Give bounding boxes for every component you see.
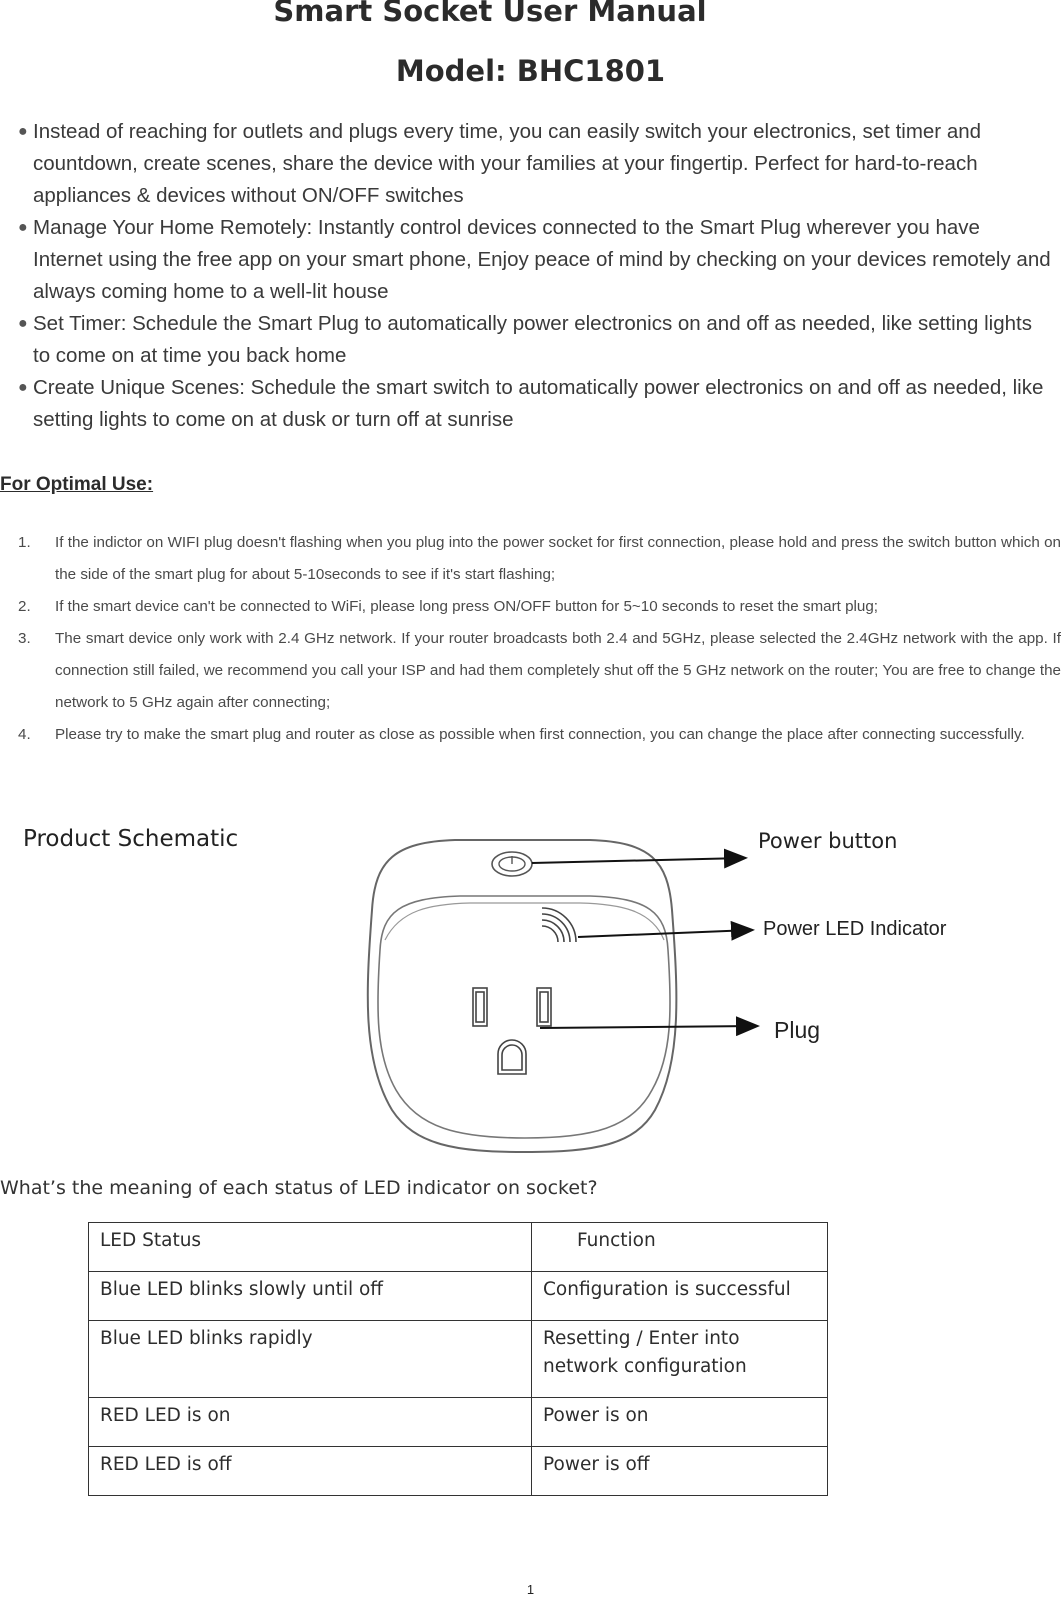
table-row [89, 1398, 828, 1447]
led-indicator-label: Power LED Indicator [763, 918, 947, 940]
feature-list [18, 116, 1053, 436]
bullet-icon: ● [18, 315, 28, 332]
feature-item: ● Create Unique Scenes: Schedule the smart switch to automatically power electronics on and off as needed, like setting lights to come on at dusk or turn off at sunrise [18, 372, 1053, 436]
table-header-row [89, 1223, 828, 1272]
table-row [89, 1272, 828, 1321]
led-status-cell: Blue LED blinks slowly until off [89, 1272, 532, 1321]
page-number: 1 [526, 1582, 535, 1597]
led-status-question: What’s the meaning of each status of LED indicator on socket? [0, 1177, 598, 1199]
bullet-icon: ● [18, 379, 28, 396]
power-button-icon [492, 852, 532, 876]
plug-label: Plug [774, 1017, 821, 1043]
bullet-icon: ● [18, 219, 28, 236]
smart-plug-diagram [0, 800, 1061, 1160]
function-cell: Power is on [532, 1398, 828, 1447]
led-status-cell: Blue LED blinks rapidly [89, 1321, 532, 1398]
tip-item: 2. If the smart device can't be connected to WiFi, please long press ON/OFF button for 5~10 seconds to reset the smart plug; [18, 598, 879, 615]
function-cell: Configuration is successful [532, 1272, 828, 1321]
plug-inner-face [378, 896, 670, 1138]
led-status-header: LED Status [89, 1223, 532, 1272]
tip-item: 1. If the indictor on WIFI plug doesn't flashing when you plug into the power socket for first connection, please hold and press the switch button which on the side of the smart plug for about 5-10seconds to see if it's start flashing; [18, 534, 1061, 583]
led-status-table [88, 1222, 828, 1496]
function-header: Function [532, 1223, 828, 1272]
function-cell: Resetting / Enter into network configuration [532, 1321, 828, 1398]
led-status-cell: RED LED is on [89, 1398, 532, 1447]
feature-item: ● Set Timer: Schedule the Smart Plug to automatically power electronics on and off as needed, like setting lights to come on at time you back home [18, 308, 1053, 372]
table-row [89, 1321, 828, 1398]
manual-title: Smart Socket User Manual [273, 0, 707, 28]
schematic-heading: Product Schematic [23, 826, 239, 852]
feature-item: ● Manage Your Home Remotely: Instantly control devices connected to the Smart Plug wherever you have Internet using the free app on your smart phone, Enjoy peace of mind by checking on your devices remotely and always coming home to a well-lit house [18, 212, 1053, 308]
table-row [89, 1447, 828, 1496]
feature-item: ● Instead of reaching for outlets and plugs every time, you can easily switch your electronics, set timer and countdown, create scenes, share the device with your families at your fingertip. Perfect for hard-to-reach appliances & devices without ON/OFF switches [18, 116, 1053, 212]
function-cell: Power is off [532, 1447, 828, 1496]
bullet-icon: ● [18, 123, 28, 140]
optimal-use-list [18, 527, 1061, 751]
tip-item: 4. Please try to make the smart plug and router as close as possible when first connection, you can change the place after connecting successfully. [18, 726, 1025, 743]
power-button-label: Power button [758, 829, 898, 853]
optimal-use-heading: For Optimal Use: [0, 474, 154, 495]
model-number: Model: BHC1801 [395, 54, 666, 88]
tip-item: 3. The smart device only work with 2.4 GHz network. If your router broadcasts both 2.4 and 5GHz, please selected the 2.4GHz network with the app. If connection still failed, we recommend you call your ISP and had them completely shut off the 5 GHz network on the router; You are free to change the network to 5 GHz again after connecting; [18, 630, 1061, 711]
led-status-cell: RED LED is off [89, 1447, 532, 1496]
